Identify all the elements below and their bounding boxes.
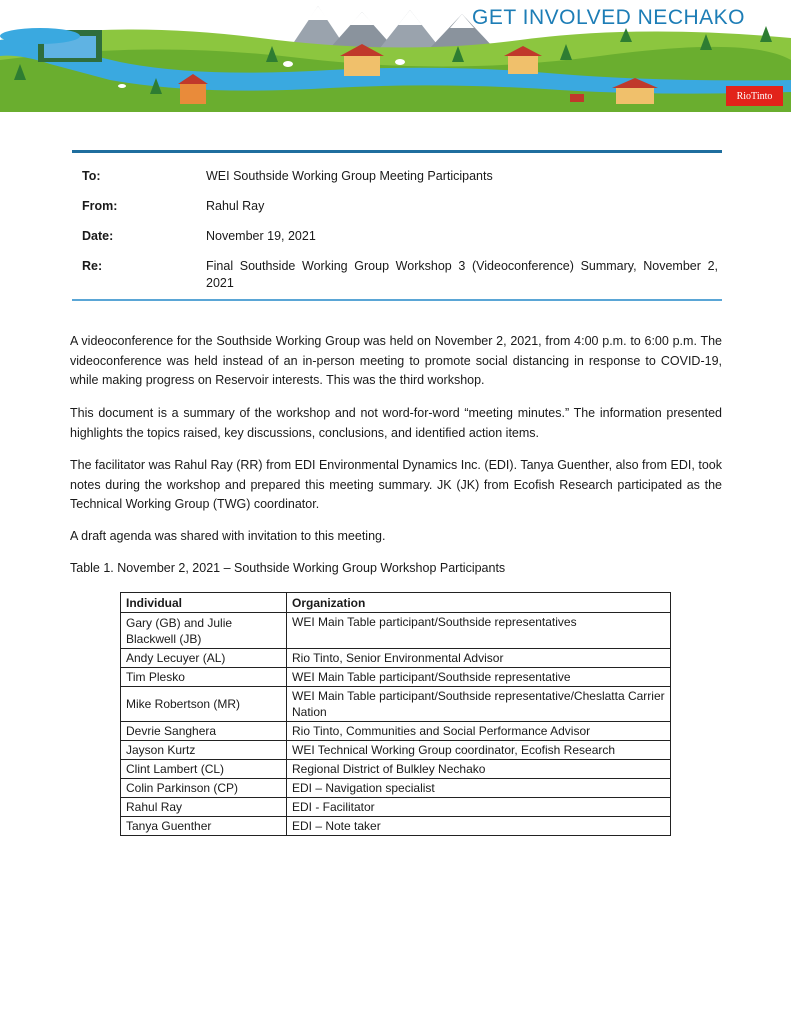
paragraph-intro: A videoconference for the Southside Working Group was held on November 2, 2021, from 4:00 p.m. to 6:00 p.m. The videoconference was held instead of an in-person meeting to promote social distancing in response to COVID-19, while making progress on Reservoir interests. This was the third workshop. xyxy=(70,334,722,387)
cell-organization: WEI Main Table participant/Southside representative/Cheslatta Carrier Nation xyxy=(287,687,671,722)
memo-bottom-rule xyxy=(72,299,722,301)
cell-organization: EDI – Navigation specialist xyxy=(287,779,671,798)
table-row xyxy=(121,817,671,836)
memo-date-value: November 19, 2021 xyxy=(206,229,316,243)
table-row xyxy=(121,613,671,649)
table-row xyxy=(121,722,671,741)
header-banner xyxy=(0,0,791,112)
table-row xyxy=(121,741,671,760)
cell-organization: Regional District of Bulkley Nechako xyxy=(287,760,671,779)
cell-individual: Mike Robertson (MR) xyxy=(121,687,287,722)
memo-re-value: Final Southside Working Group Workshop 3 (Videoconference) Summary, November 2, 2021 xyxy=(206,259,718,290)
cell-individual: Andy Lecuyer (AL) xyxy=(121,649,287,668)
table-row xyxy=(121,760,671,779)
memo-from-label: From: xyxy=(82,199,118,213)
cell-individual: Colin Parkinson (CP) xyxy=(121,779,287,798)
paragraph-agenda: A draft agenda was shared with invitation to this meeting. xyxy=(70,529,386,543)
memo-date-row xyxy=(72,228,722,245)
memo-to-value: WEI Southside Working Group Meeting Participants xyxy=(206,169,493,183)
table-row xyxy=(121,798,671,817)
cell-organization: EDI - Facilitator xyxy=(287,798,671,817)
cell-organization: Rio Tinto, Senior Environmental Advisor xyxy=(287,649,671,668)
table-row xyxy=(121,779,671,798)
paragraph-facilitator: The facilitator was Rahul Ray (RR) from EDI Environmental Dynamics Inc. (EDI). Tanya Guenther, also from EDI, took notes during the workshop and prepared this meeting summary. JK (JK) from Ecofish Research participated as the Technical Working Group (TWG) coordinator. xyxy=(70,458,722,511)
memo-from-row xyxy=(72,198,722,215)
memo-date-label: Date: xyxy=(82,229,114,243)
cell-organization: WEI Technical Working Group coordinator, Ecofish Research xyxy=(287,741,671,760)
cell-individual: Jayson Kurtz xyxy=(121,741,287,760)
memo-to-row xyxy=(72,168,722,185)
memo-re-row xyxy=(72,258,722,292)
cell-individual: Devrie Sanghera xyxy=(121,722,287,741)
cell-individual: Gary (GB) and Julie Blackwell (JB) xyxy=(121,613,287,649)
paragraph-summary-note: This document is a summary of the workshop and not word-for-word “meeting minutes.” The information presented highlights the topics raised, key discussions, conclusions, and identified action items. xyxy=(70,406,722,440)
cell-organization: Rio Tinto, Communities and Social Performance Advisor xyxy=(287,722,671,741)
memo-header xyxy=(72,150,722,301)
table-caption: Table 1. November 2, 2021 – Southside Working Group Workshop Participants xyxy=(70,561,506,575)
memo-from-value: Rahul Ray xyxy=(206,199,265,213)
rio-tinto-logo: RioTinto xyxy=(726,86,783,106)
memo-to-label: To: xyxy=(82,169,101,183)
table-row xyxy=(121,668,671,687)
cell-individual: Tim Plesko xyxy=(121,668,287,687)
table-row xyxy=(121,649,671,668)
cell-organization: EDI – Note taker xyxy=(287,817,671,836)
cell-organization: WEI Main Table participant/Southside representatives xyxy=(287,613,671,649)
column-header-individual: Individual xyxy=(121,593,287,613)
table-header-row xyxy=(121,593,671,613)
column-header-organization: Organization xyxy=(287,593,671,613)
cell-individual: Clint Lambert (CL) xyxy=(121,760,287,779)
memo-re-label: Re: xyxy=(82,259,103,273)
cell-organization: WEI Main Table participant/Southside representative xyxy=(287,668,671,687)
table-row xyxy=(121,687,671,722)
cell-individual: Rahul Ray xyxy=(121,798,287,817)
banner-title: GET INVOLVED NECHAKO xyxy=(472,6,745,29)
cell-individual: Tanya Guenther xyxy=(121,817,287,836)
participants-table xyxy=(120,592,671,836)
